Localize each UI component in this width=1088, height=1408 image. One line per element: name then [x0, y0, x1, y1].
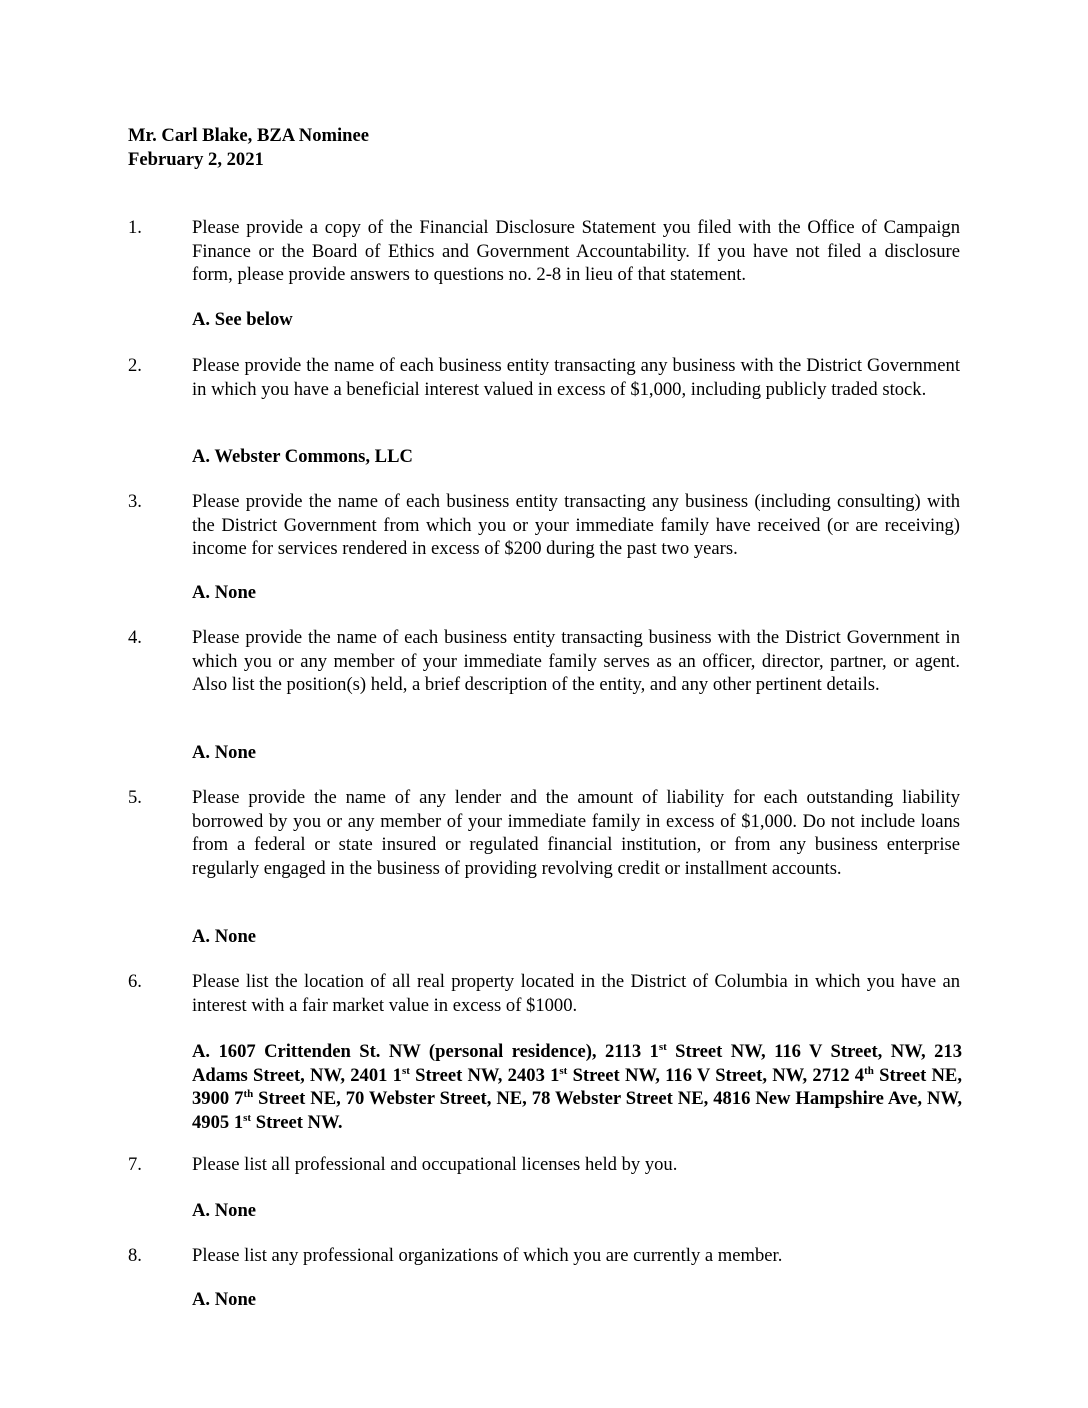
- answer-3: A. None: [192, 582, 257, 603]
- question-number: 2.: [128, 355, 142, 376]
- question-5: [128, 786, 960, 880]
- question-1: [128, 216, 960, 287]
- question-text: Please provide the name of each business entity transacting any business with the District Government in which you have a beneficial interest valued in excess of $1,000, including publicly traded stock.: [192, 355, 960, 400]
- answer-5: A. None: [192, 926, 257, 947]
- document-header: [128, 124, 369, 172]
- question-text: Please provide the name of any lender and the amount of liability for each outstanding liability borrowed by you or any member of your immediate family in excess of $1,000. Do not include loans from a federal or state insured or regulated financial institution, or from any business enterprise regularly engaged in the business of providing revolving credit or installment accounts.: [192, 787, 960, 879]
- question-2: [128, 354, 960, 401]
- answer-8: A. None: [192, 1289, 257, 1310]
- question-number: 7.: [128, 1154, 142, 1175]
- question-text: Please provide the name of each business entity transacting any business (including consulting) with the District Government from which you or your immediate family have received (or are receiving) income for services rendered in excess of $200 during the past two years.: [192, 491, 960, 559]
- question-6: [128, 970, 960, 1017]
- question-text: Please list any professional organizations of which you are currently a member.: [192, 1245, 783, 1266]
- question-7: [128, 1153, 960, 1177]
- question-4: [128, 626, 960, 697]
- answer-4: A. None: [192, 742, 257, 763]
- nominee-line: Mr. Carl Blake, BZA Nominee: [128, 125, 370, 146]
- answer-1: A. See below: [192, 309, 293, 330]
- question-number: 6.: [128, 971, 142, 992]
- question-text: Please provide the name of each business entity transacting business with the District Government in which you or any member of your immediate family serves as an officer, director, partner, or agent. Also list the position(s) held, a brief description of the entity, and any other pertinent details.: [192, 627, 960, 695]
- question-number: 5.: [128, 787, 142, 808]
- question-text: Please list all professional and occupational licenses held by you.: [192, 1154, 678, 1175]
- question-number: 3.: [128, 491, 142, 512]
- answer-6: A. 1607 Crittenden St. NW (personal residence), 2113 1st Street NW, 116 V Street, NW, 213 Adams Street, NW, 2401 1st Street NW, 2403 1st Street NW, 116 V Street, NW, 2712 4th Street NE, 3900 7th Street NE, 70 Webster Street, NE, 78 Webster Street NE, 4816 New Hampshire Ave, NW, 4905 1st Street NW.: [192, 1040, 962, 1133]
- question-number: 8.: [128, 1245, 142, 1266]
- date-line: February 2, 2021: [128, 149, 264, 170]
- question-number: 4.: [128, 627, 142, 648]
- question-text: Please provide a copy of the Financial Disclosure Statement you filed with the Office of Campaign Finance or the Board of Ethics and Government Accountability. If you have not filed a disclosure form, please provide answers to questions no. 2-8 in lieu of that statement.: [192, 217, 960, 285]
- question-number: 1.: [128, 217, 142, 238]
- answer-7: A. None: [192, 1200, 257, 1221]
- question-3: [128, 490, 960, 561]
- question-8: [128, 1244, 960, 1268]
- answer-2: A. Webster Commons, LLC: [192, 446, 413, 467]
- question-text: Please list the location of all real property located in the District of Columbia in which you have an interest with a fair market value in excess of $1000.: [192, 971, 960, 1016]
